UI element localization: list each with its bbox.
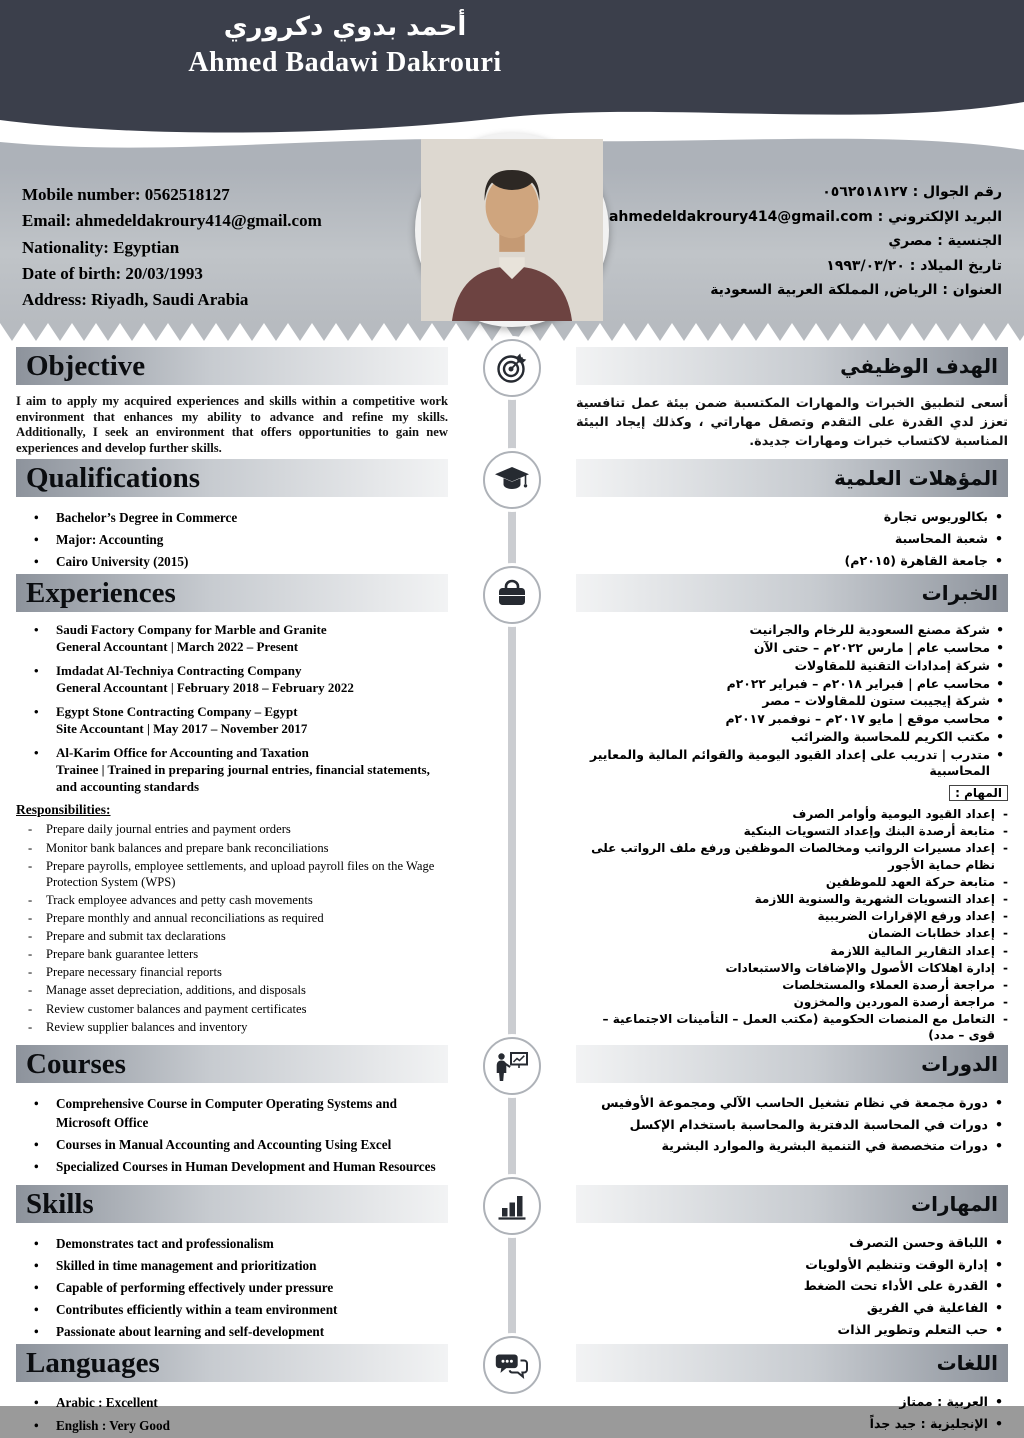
- qualification-item: • جامعة القاهرة (٢٠١٥م): [576, 552, 1008, 571]
- languages-list-en: [16, 1393, 448, 1434]
- qualifications-heading-ar: المؤهلات العلمية: [576, 459, 1008, 497]
- timeline-node-skills: [476, 1185, 548, 1345]
- skill-item: • Skilled in time management and prioritization: [16, 1256, 448, 1275]
- section-courses: [0, 1045, 1024, 1185]
- course-item: • دورة مجمعة في نظام تشغيل الحاسب الآلي ومجموعة الأوفيس: [576, 1094, 1008, 1113]
- responsibilities-label: [16, 802, 448, 818]
- skills-list-ar: [576, 1234, 1008, 1340]
- timeline-node-objective: [476, 347, 548, 459]
- experience-entry: [16, 704, 448, 738]
- experience-role: General Accountant | March 2022 – Present: [56, 639, 299, 655]
- courses-list-en: [16, 1094, 448, 1177]
- qualification-item: • Major: Accounting: [16, 530, 448, 549]
- skill-item: • Contributes efficiently within a team environment: [16, 1300, 448, 1319]
- language-item: • الإنجليزية : جيد جداً: [576, 1415, 1008, 1434]
- experience-line: • شركة إمدادات التقنية للمقاولات: [576, 658, 1008, 675]
- responsibility-item: - Prepare monthly and annual reconciliations as required: [16, 910, 448, 926]
- experiences-heading-en: Experiences: [16, 574, 448, 612]
- experience-company: • Imdadat Al-Techniya Contracting Company: [56, 663, 302, 679]
- training-presentation-icon: [483, 1037, 541, 1095]
- task-item: - إدارة اهلاكات الأصول والإضافات والاستبعادات: [576, 960, 1008, 976]
- responsibility-item: - Review supplier balances and inventory: [16, 1019, 448, 1035]
- skill-item: • Demonstrates tact and professionalism: [16, 1234, 448, 1253]
- experiences-list-ar: [576, 622, 1008, 780]
- contact-line-ar: تاريخ الميلاد : ١٩٩٣/٠٣/٢٠: [826, 257, 1002, 274]
- courses-english: [0, 1045, 476, 1185]
- objective-text-en: I aim to apply my acquired experiences and skills within a competitive work environment that enhances my ability to advance and refine my skills. Additionally, I seek an environment that offers opportunities to gain new experiences and develop further skills.: [16, 394, 448, 456]
- skill-item: • حب التعلم وتطوير الذات: [576, 1321, 1008, 1340]
- course-item: • دورات متخصصة في التنمية البشرية والموارد البشرية: [576, 1137, 1008, 1156]
- course-item: • Specialized Courses in Human Development and Human Resources: [16, 1157, 448, 1176]
- qualification-item: • بكالوريوس تجارة: [576, 508, 1008, 527]
- responsibility-item: - Prepare and submit tax declarations: [16, 928, 448, 944]
- skill-item: • Passionate about learning and self-development: [16, 1322, 448, 1341]
- experience-role: Trainee | Trained in preparing journal entries, financial statements, and accounting standards: [56, 761, 430, 794]
- experience-line: • محاسب عام | فبراير ٢٠١٨م – فبراير ٢٠٢٢م: [576, 676, 1008, 693]
- experience-company: • Saudi Factory Company for Marble and Granite: [56, 622, 327, 638]
- graduation-cap-icon: [483, 451, 541, 509]
- languages-list-ar: [576, 1393, 1008, 1434]
- responsibility-item: - Prepare bank guarantee letters: [16, 946, 448, 962]
- experiences-list-en: [16, 622, 448, 795]
- name-english: Ahmed Badawi Dakrouri: [188, 47, 502, 79]
- section-experiences: [0, 574, 1024, 1044]
- contact-info-english: [22, 182, 422, 323]
- language-item: • العربية : ممتاز: [576, 1393, 1008, 1412]
- responsibility-item: - Monitor bank balances and prepare bank reconciliations: [16, 840, 448, 856]
- timeline-node-qualifications: [476, 459, 548, 574]
- bar-chart-icon: [483, 1177, 541, 1235]
- section-skills: [0, 1185, 1024, 1345]
- qualification-item: • شعبة المحاسبة: [576, 530, 1008, 549]
- experience-company: • Al-Karim Office for Accounting and Taxation: [56, 744, 309, 760]
- header: [0, 0, 1024, 95]
- timeline-node-experiences: [476, 574, 548, 1044]
- objective-text-ar: أسعى لتطبيق الخبرات والمهارات المكتسبة ضمن بيئة عمل تنافسية تعزز لدي القدرة على التقدم وتصقل مهاراتي ، وكذلك إيجاد البيئة المناسبة لاكتساب خبرات ومهارات جديدة.: [576, 396, 1008, 450]
- experience-line: • محاسب عام | مارس ٢٠٢٢م – حتى الآن: [576, 640, 1008, 657]
- speech-bubbles-icon: [483, 1336, 541, 1394]
- section-objective: [0, 347, 1024, 459]
- experience-company: • Egypt Stone Contracting Company – Egypt: [56, 703, 298, 719]
- experience-line: • شركة إيجيبت ستون للمقاولات – مصر: [576, 693, 1008, 710]
- task-item: - إعداد خطابات الضمان: [576, 925, 1008, 941]
- skills-heading-ar: المهارات: [576, 1185, 1008, 1223]
- name-arabic: أحمد بدوي دكروري: [223, 12, 467, 42]
- experience-entry: [16, 663, 448, 697]
- responsibilities-label-text: Responsibilities:: [16, 802, 111, 818]
- contact-line-ar: الجنسية : مصري: [888, 233, 1002, 249]
- courses-heading-ar: الدورات: [576, 1045, 1008, 1083]
- languages-arabic: [548, 1344, 1024, 1437]
- contact-info-arabic: [592, 180, 1002, 323]
- responsibility-item: - Prepare necessary financial reports: [16, 964, 448, 980]
- objective-heading-ar: الهدف الوظيفي: [576, 347, 1008, 385]
- skill-item: • اللباقة وحسن التصرف: [576, 1234, 1008, 1253]
- task-item: - إعداد التقارير المالية اللازمة: [576, 943, 1008, 959]
- responsibility-item: - Review customer balances and payment certificates: [16, 1001, 448, 1017]
- experience-entry: [16, 745, 448, 796]
- skill-item: • القدرة على الأداء تحت الضغط: [576, 1277, 1008, 1296]
- language-item: • English : Very Good: [16, 1416, 448, 1435]
- responsibility-item: - Prepare daily journal entries and payment orders: [16, 821, 448, 837]
- skills-list-en: [16, 1234, 448, 1342]
- responsibilities-list: [16, 821, 448, 1034]
- skill-item: • الفاعلية في الفريق: [576, 1299, 1008, 1318]
- qualifications-list-en: [16, 508, 448, 571]
- courses-arabic: [548, 1045, 1024, 1185]
- timeline-node-courses: [476, 1045, 548, 1185]
- qualifications-list-ar: [576, 508, 1008, 571]
- courses-heading-en: Courses: [16, 1045, 448, 1083]
- language-item: • Arabic : Excellent: [16, 1393, 448, 1412]
- contact-line-ar: العنوان : الرياض, المملكة العربية السعودية: [710, 282, 1002, 298]
- qualifications-heading-en: Qualifications: [16, 459, 448, 497]
- qualifications-arabic: [548, 459, 1024, 574]
- responsibility-item: - Manage asset depreciation, additions, and disposals: [16, 982, 448, 998]
- skills-english: [0, 1185, 476, 1345]
- languages-english: [0, 1344, 476, 1437]
- skills-heading-en: Skills: [16, 1185, 448, 1223]
- responsibility-item: - Prepare payrolls, employee settlements, and upload payroll files on the Wage Protection System (WPS): [16, 858, 448, 890]
- task-item: - متابعة أرصدة البنك وإعداد التسويات البنكية: [576, 823, 1008, 839]
- contact-line-en: Date of birth: 20/03/1993: [22, 264, 203, 284]
- task-item: - التعامل مع المنصات الحكومية (مكتب العمل – التأمينات الاجتماعية – قوى – مدد): [576, 1011, 1008, 1043]
- task-item: - متابعة حركة العهد للموظفين: [576, 874, 1008, 890]
- contact-line-ar: البريد الإلكتروني : ahmedeldakroury414@gmail.com: [608, 208, 1002, 225]
- courses-list-ar: [576, 1094, 1008, 1157]
- experiences-english: [0, 574, 476, 1044]
- objective-arabic: [548, 347, 1024, 459]
- skill-item: • إدارة الوقت وتنظيم الأولويات: [576, 1256, 1008, 1275]
- objective-heading-en: Objective: [16, 347, 448, 385]
- contact-line-ar: رقم الجوال : ٠٥٦٢٥١٨١٢٧: [822, 184, 1002, 200]
- objective-english: [0, 347, 476, 459]
- cv-body: [0, 341, 1024, 1433]
- experience-line: • متدرب | تدريب على إعداد القيود اليومية والقوائم المالية والمعايير المحاسبية: [576, 747, 1008, 780]
- responsibility-item: - Track employee advances and petty cash movements: [16, 892, 448, 908]
- qualifications-english: [0, 459, 476, 574]
- experiences-arabic: [548, 574, 1024, 1044]
- task-item: - إعداد مسيرات الرواتب ومخالصات الموظفين ورفع ملف الرواتب على نظام حماية الأجور: [576, 840, 1008, 872]
- task-item: - إعداد القيود اليومية وأوامر الصرف: [576, 806, 1008, 822]
- experience-role: Site Accountant | May 2017 – November 2017: [56, 720, 308, 736]
- contact-line-en: Email: ahmedeldakroury414@gmail.com: [22, 211, 322, 231]
- tasks-list: [576, 806, 1008, 1044]
- task-item: - إعداد ورفع الإقرارات الضريبية: [576, 908, 1008, 924]
- section-qualifications: [0, 459, 1024, 574]
- experiences-heading-ar: الخبرات: [576, 574, 1008, 612]
- skills-arabic: [548, 1185, 1024, 1345]
- briefcase-icon: [483, 566, 541, 624]
- experience-line: • محاسب موقع | مايو ٢٠١٧م – نوفمبر ٢٠١٧م: [576, 711, 1008, 728]
- target-icon: [483, 339, 541, 397]
- course-item: • Courses in Manual Accounting and Accounting Using Excel: [16, 1135, 448, 1154]
- task-item: - مراجعة أرصدة الموردين والمخزون: [576, 994, 1008, 1010]
- tasks-label: المهام :: [949, 785, 1008, 801]
- contact-line-en: Address: Riyadh, Saudi Arabia: [22, 290, 249, 310]
- languages-heading-en: Languages: [16, 1344, 448, 1382]
- name-block: [0, 0, 690, 79]
- experience-line: • شركة مصنع السعودية للرخام والجرانيت: [576, 622, 1008, 639]
- experience-line: • مكتب الكريم للمحاسبة والضرائب: [576, 729, 1008, 746]
- task-item: - مراجعة أرصدة العملاء والمستخلصات: [576, 977, 1008, 993]
- timeline-node-languages: [476, 1344, 548, 1437]
- experience-entry: [16, 622, 448, 656]
- qualification-item: • Bachelor’s Degree in Commerce: [16, 508, 448, 527]
- section-languages: [0, 1344, 1024, 1437]
- course-item: • دورات في المحاسبة الدفترية والمحاسبة باستخدام الإكسل: [576, 1116, 1008, 1135]
- task-item: - إعداد التسويات الشهرية والسنوية اللازمة: [576, 891, 1008, 907]
- contact-line-en: Nationality: Egyptian: [22, 237, 180, 257]
- contact-line-en: Mobile number: 0562518127: [22, 185, 230, 204]
- languages-heading-ar: اللغات: [576, 1344, 1008, 1382]
- experience-role: General Accountant | February 2018 – February 2022: [56, 680, 354, 696]
- course-item: • Comprehensive Course in Computer Operating Systems and Microsoft Office: [16, 1094, 448, 1132]
- qualification-item: • Cairo University (2015): [16, 552, 448, 571]
- profile-photo: [415, 133, 609, 327]
- skill-item: • Capable of performing effectively under pressure: [16, 1278, 448, 1297]
